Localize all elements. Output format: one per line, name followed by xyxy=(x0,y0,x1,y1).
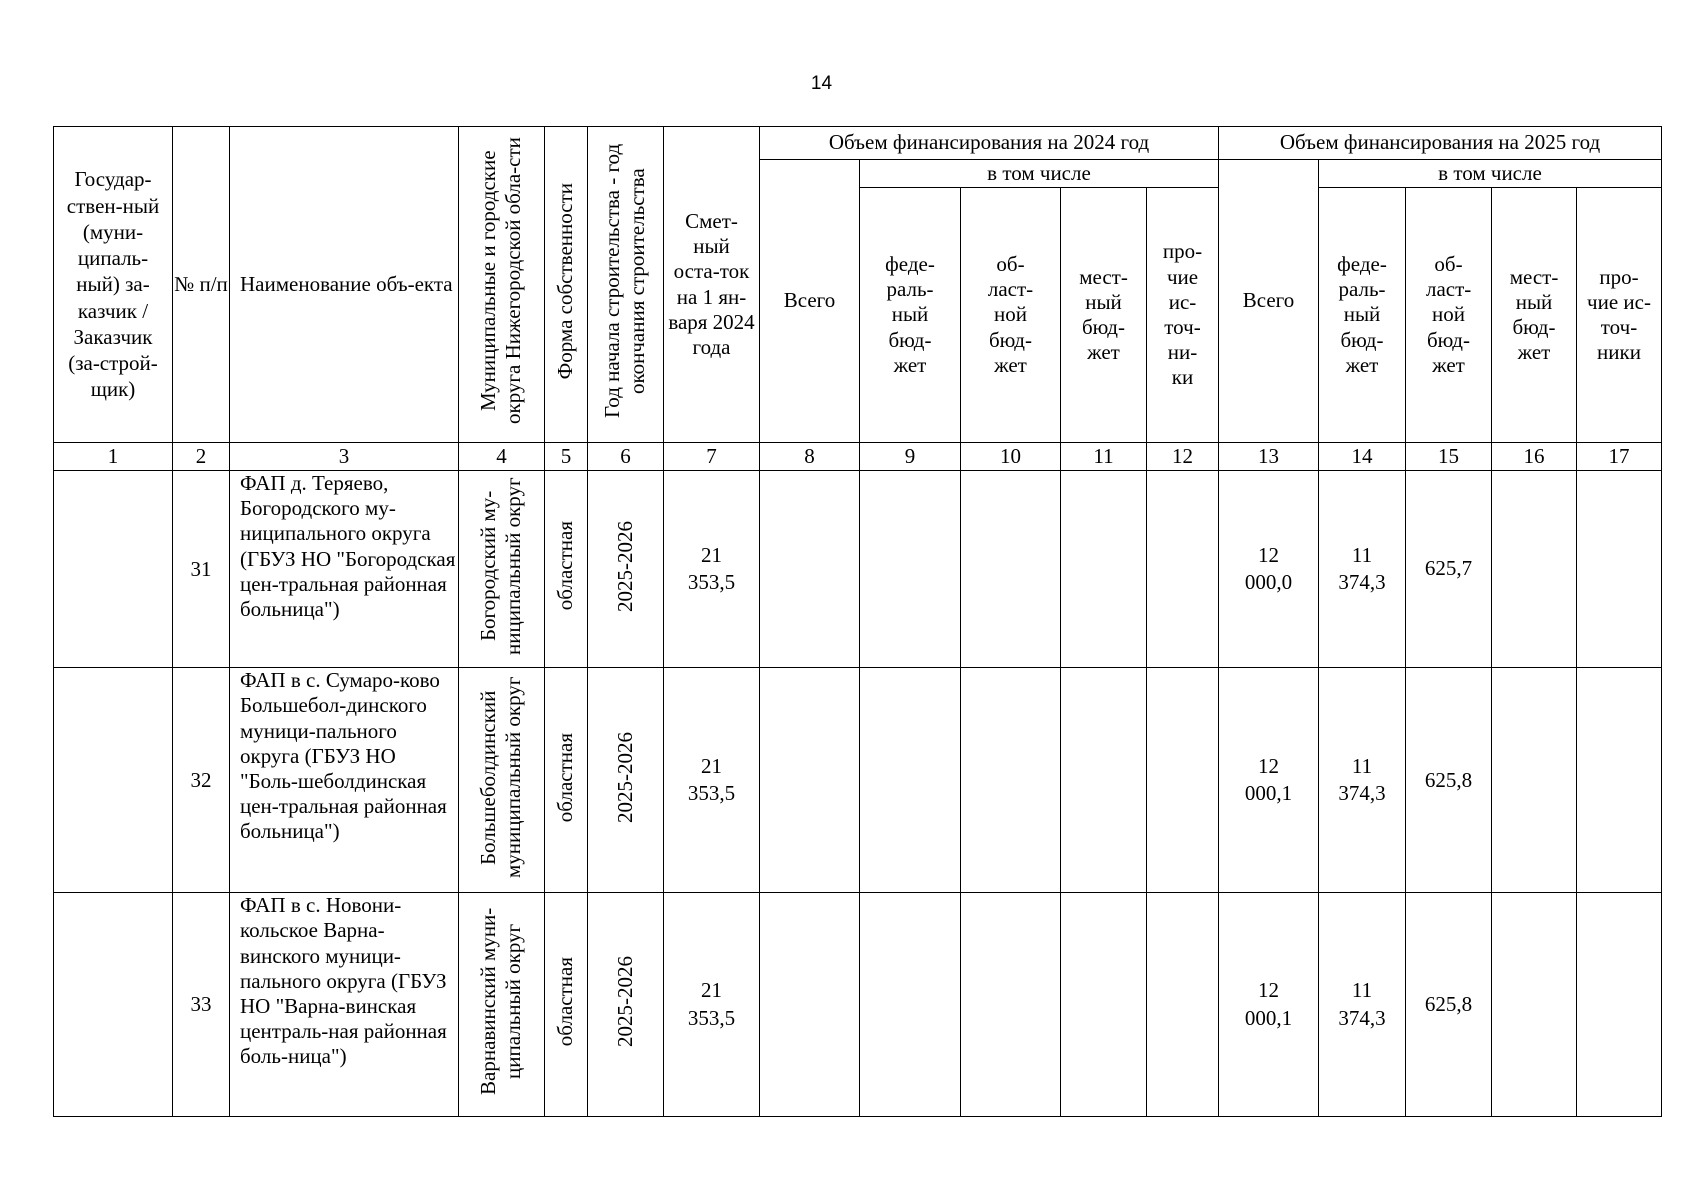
column-number: 11 xyxy=(1061,443,1147,471)
col-estimate-header: Смет-ный оста-ток на 1 ян-варя 2024 года xyxy=(664,127,760,443)
row-number: 32 xyxy=(173,668,230,893)
federal-2025-header: феде-раль-ный бюд-жет xyxy=(1319,188,1406,443)
total-2025-cell: 12 000,1 xyxy=(1219,668,1319,893)
row-number: 33 xyxy=(173,893,230,1117)
regional-2024-cell xyxy=(961,893,1061,1117)
column-number: 13 xyxy=(1219,443,1319,471)
total-2024-header: Всего xyxy=(760,160,860,443)
estimate-cell: 21 353,5 xyxy=(664,668,760,893)
col-district-header: Муниципальные и городские округа Нижегородской обла-сти xyxy=(459,127,545,443)
table-row xyxy=(54,471,1662,668)
local-2025-cell xyxy=(1492,893,1577,1117)
local-2025-header: мест-ный бюд-жет xyxy=(1492,188,1577,443)
column-number-row xyxy=(54,443,1662,471)
customer-cell xyxy=(54,893,173,1117)
other-2024-cell xyxy=(1147,893,1219,1117)
total-2024-cell xyxy=(760,471,860,668)
other-2024-header: про-чие ис-точ-ни-ки xyxy=(1147,188,1219,443)
header-row-1 xyxy=(54,127,1662,160)
total-2025-header: Всего xyxy=(1219,160,1319,443)
estimate-cell: 21 353,5 xyxy=(664,471,760,668)
column-number: 1 xyxy=(54,443,173,471)
local-2025-cell xyxy=(1492,471,1577,668)
other-2025-cell xyxy=(1577,668,1662,893)
column-number: 16 xyxy=(1492,443,1577,471)
other-2025-cell xyxy=(1577,893,1662,1117)
ownership-cell: областная xyxy=(545,471,588,668)
column-number: 15 xyxy=(1406,443,1492,471)
years-cell: 2025-2026 xyxy=(588,471,664,668)
years-cell: 2025-2026 xyxy=(588,668,664,893)
federal-2024-cell xyxy=(860,668,961,893)
federal-2025-cell: 11 374,3 xyxy=(1319,893,1406,1117)
column-number: 5 xyxy=(545,443,588,471)
estimate-cell: 21 353,5 xyxy=(664,893,760,1117)
total-2025-cell: 12 000,1 xyxy=(1219,893,1319,1117)
customer-cell xyxy=(54,668,173,893)
col-object-header: Наименование объ-екта xyxy=(230,127,459,443)
column-number: 2 xyxy=(173,443,230,471)
regional-2025-cell: 625,8 xyxy=(1406,893,1492,1117)
financing-table xyxy=(53,126,1662,1117)
object-name: ФАП в с. Сумаро-ково Большебол-динского муници-пального округа (ГБУЗ НО "Боль-шеболдинская цен-тральная районная больница") xyxy=(230,668,459,893)
federal-2025-cell: 11 374,3 xyxy=(1319,668,1406,893)
regional-2024-cell xyxy=(961,471,1061,668)
column-number: 12 xyxy=(1147,443,1219,471)
regional-2025-cell: 625,7 xyxy=(1406,471,1492,668)
total-2024-cell xyxy=(760,668,860,893)
regional-2025-header: об-ласт-ной бюд-жет xyxy=(1406,188,1492,443)
table-row xyxy=(54,668,1662,893)
ownership-cell: областная xyxy=(545,668,588,893)
col-years-header: Год начала строительства - год окончания строительства xyxy=(588,127,664,443)
col-num-header: № п/п xyxy=(173,127,230,443)
fin-2024-header: Объем финансирования на 2024 год xyxy=(760,127,1219,160)
column-number: 6 xyxy=(588,443,664,471)
federal-2024-cell xyxy=(860,893,961,1117)
years-cell: 2025-2026 xyxy=(588,893,664,1117)
district-cell: Варнавинский муни-ципальный округ xyxy=(459,893,545,1117)
regional-2024-cell xyxy=(961,668,1061,893)
customer-cell xyxy=(54,471,173,668)
column-number: 17 xyxy=(1577,443,1662,471)
federal-2024-header: феде-раль-ный бюд-жет xyxy=(860,188,961,443)
page-number: 14 xyxy=(810,73,833,94)
row-number: 31 xyxy=(173,471,230,668)
total-2025-cell: 12 000,0 xyxy=(1219,471,1319,668)
object-name: ФАП в с. Новони-кольское Варна-винского муници-пального округа (ГБУЗ НО "Варна-винская централь-ная районная боль-ница") xyxy=(230,893,459,1117)
object-name: ФАП д. Теряево, Богородского му-ниципального округа (ГБУЗ НО "Богородская цен-тральная районная больница") xyxy=(230,471,459,668)
other-2025-header: про-чие ис-точ-ники xyxy=(1577,188,1662,443)
ownership-cell: областная xyxy=(545,893,588,1117)
other-2025-cell xyxy=(1577,471,1662,668)
column-number: 4 xyxy=(459,443,545,471)
regional-2025-cell: 625,8 xyxy=(1406,668,1492,893)
total-2024-cell xyxy=(760,893,860,1117)
column-number: 10 xyxy=(961,443,1061,471)
district-cell: Богородский му-ниципальный округ xyxy=(459,471,545,668)
local-2024-cell xyxy=(1061,893,1147,1117)
fin-2025-header: Объем финансирования на 2025 год xyxy=(1219,127,1662,160)
local-2024-cell xyxy=(1061,668,1147,893)
col-ownership-header: Форма собственности xyxy=(545,127,588,443)
other-2024-cell xyxy=(1147,668,1219,893)
table-row xyxy=(54,893,1662,1117)
column-number: 8 xyxy=(760,443,860,471)
other-2024-cell xyxy=(1147,471,1219,668)
local-2025-cell xyxy=(1492,668,1577,893)
including-2025-header: в том числе xyxy=(1319,160,1662,188)
local-2024-cell xyxy=(1061,471,1147,668)
column-number: 3 xyxy=(230,443,459,471)
column-number: 9 xyxy=(860,443,961,471)
district-cell: Большеболдинский муниципальный округ xyxy=(459,668,545,893)
column-number: 7 xyxy=(664,443,760,471)
col-customer-header: Государ-ствен-ный (муни-ципаль-ный) за-казчик / Заказчик (за-строй-щик) xyxy=(54,127,173,443)
local-2024-header: мест-ный бюд-жет xyxy=(1061,188,1147,443)
regional-2024-header: об-ласт-ной бюд-жет xyxy=(961,188,1061,443)
including-2024-header: в том числе xyxy=(860,160,1219,188)
federal-2025-cell: 11 374,3 xyxy=(1319,471,1406,668)
federal-2024-cell xyxy=(860,471,961,668)
column-number: 14 xyxy=(1319,443,1406,471)
